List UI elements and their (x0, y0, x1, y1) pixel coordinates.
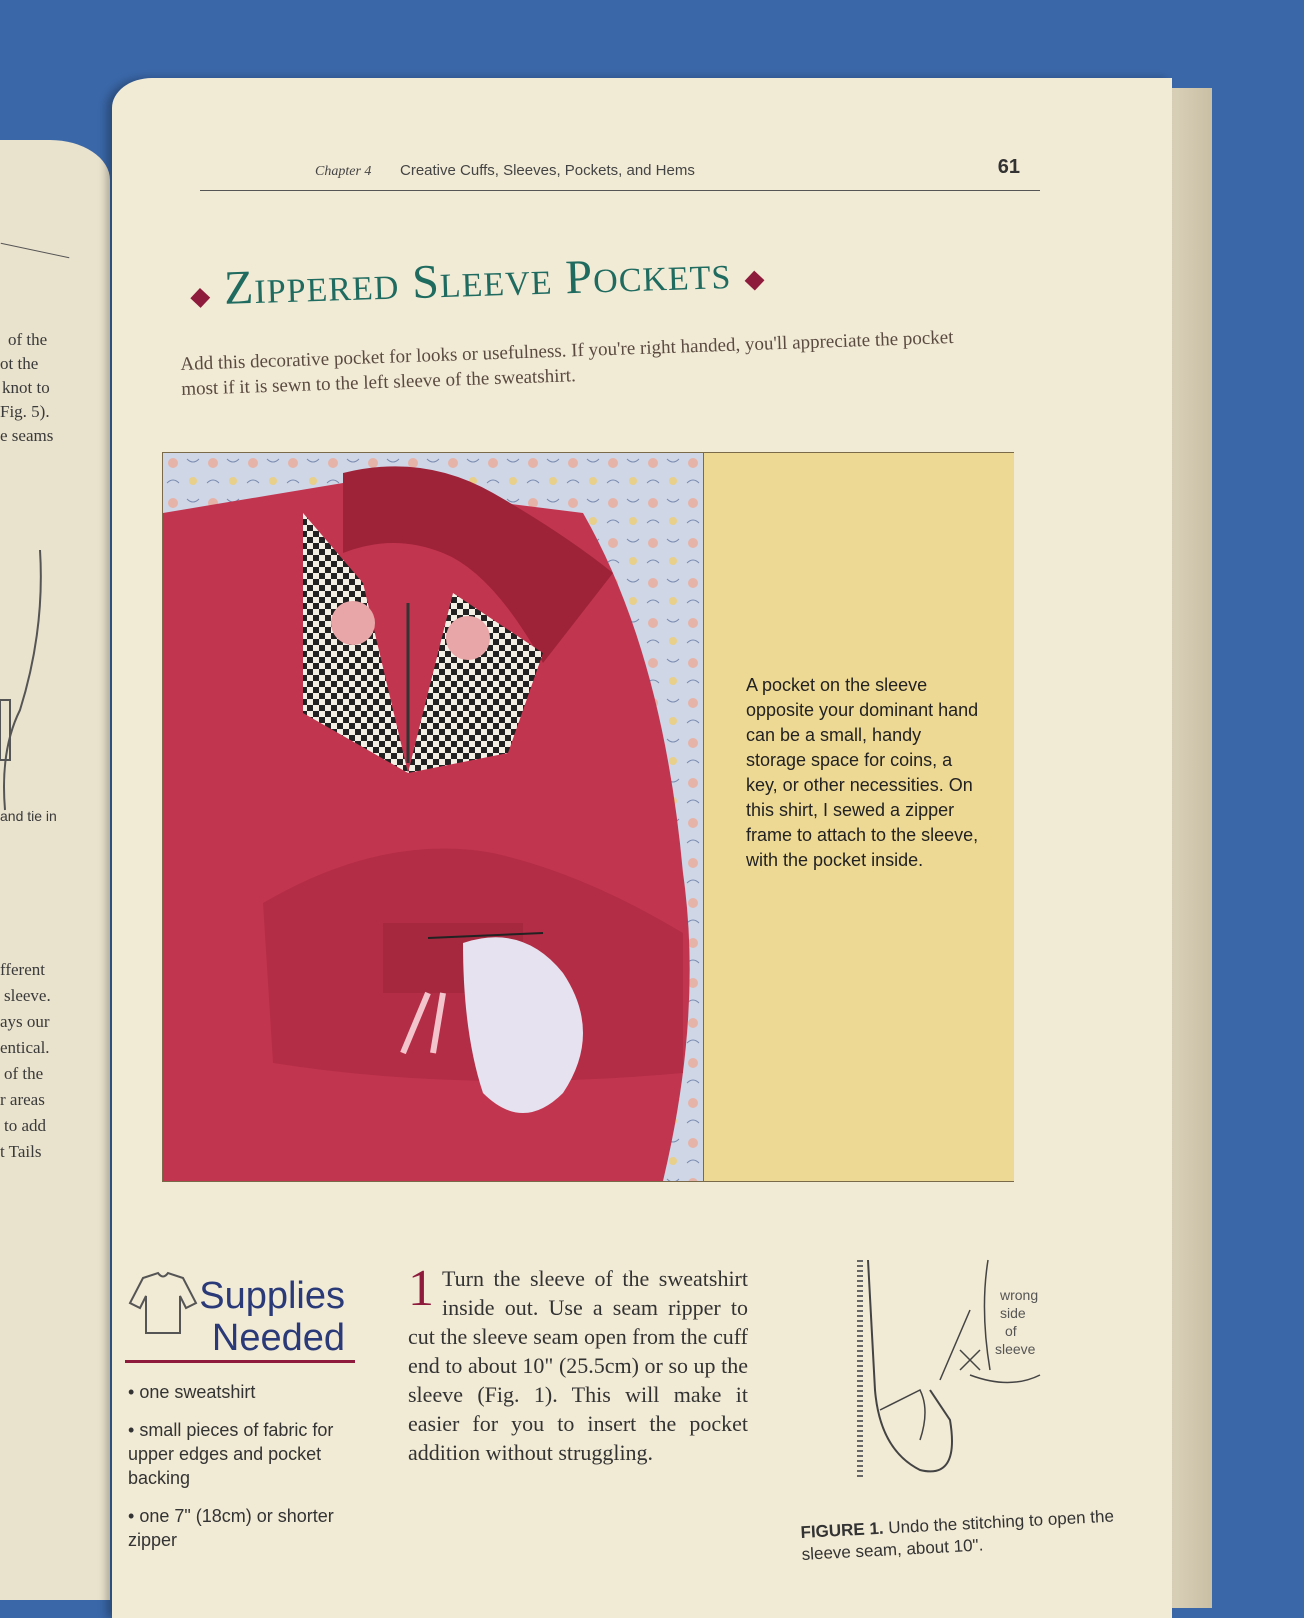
step-1 (408, 1260, 748, 1467)
left-text-fragment: entical. (0, 1038, 50, 1057)
chapter-label: Chapter 4 (315, 164, 372, 179)
sweatshirt-icon (128, 1268, 198, 1338)
left-text-fragment: of the (8, 330, 48, 349)
page-edge (1172, 88, 1212, 1608)
left-text-fragment: r areas (0, 1090, 45, 1109)
supplies-item: • one sweatshirt (128, 1382, 256, 1402)
supplies-item: • one 7" (18cm) or shorter zipper (128, 1506, 334, 1550)
chapter-title: Creative Cuffs, Sleeves, Pockets, and Hems (400, 162, 695, 179)
sweatshirt-photo (163, 453, 703, 1181)
left-text-fragment: ays our (0, 1012, 50, 1031)
page-title-text: Zippered Sleeve Pockets (223, 246, 733, 315)
diamond-ornament-icon: ◆ (743, 263, 766, 294)
figure-annotation: sleeve (995, 1341, 1036, 1357)
feature-figure (162, 452, 1014, 1182)
left-text-fragment: fferent (0, 960, 45, 979)
left-text-fragment: knot to (2, 378, 50, 397)
step-number: 1 (408, 1260, 434, 1317)
supplies-heading-line1: Supplies (199, 1275, 345, 1317)
figure-caption-label: FIGURE 1. (800, 1518, 885, 1542)
photo-caption: A pocket on the sleeve opposite your dominant hand can be a small, handy storage space for coins, a key, or other necessities. On this shirt, I sewed a zipper frame to attach to the sleeve, with the pocket inside. (746, 675, 979, 870)
figure-annotation: wrong (1000, 1287, 1039, 1303)
left-text-fragment: to add (4, 1116, 47, 1135)
left-sketch-illustration (0, 550, 50, 910)
left-text-fragment: sleeve. (4, 986, 51, 1005)
supplies-list (128, 1380, 358, 1566)
left-text-fragment: Fig. 5). (0, 402, 50, 421)
left-text-fragment: of the (4, 1064, 44, 1083)
figure-annotation: side (1000, 1305, 1026, 1321)
left-text-fragment: t Tails (0, 1142, 42, 1161)
running-header (200, 150, 1040, 191)
step-text: Turn the sleeve of the sweatshirt inside out. Use a seam ripper to cut the sleeve seam open from the cuff end to about 10" (25.5cm) or so up the sleeve (Fig. 1). This will make it easier for you to insert the pocket addition without struggling. (408, 1266, 748, 1465)
figure-1-illustration (820, 1250, 1080, 1500)
intro-paragraph: Add this decorative pocket for looks or usefulness. If you're right handed, you'll appreciate the pocket most if it is sewn to the left sleeve of the sweatshirt. (180, 327, 954, 400)
supplies-heading (195, 1275, 345, 1359)
supplies-heading-line2: Needed (211, 1317, 345, 1359)
left-text-fragment: ot the (0, 354, 39, 373)
left-text-fragment: e seams (0, 426, 54, 445)
left-page (0, 140, 110, 1600)
page-number: 61 (997, 156, 1020, 178)
left-text-fragment: and tie in (0, 808, 57, 824)
figure-caption-text: Undo the stitching to open the sleeve seam, about 10". (801, 1506, 1115, 1564)
supplies-item: • small pieces of fabric for upper edges and pocket backing (128, 1420, 334, 1488)
figure-annotation: of (1005, 1323, 1017, 1339)
left-page-rule (1, 243, 70, 259)
diamond-ornament-icon: ◆ (189, 281, 212, 311)
supplies-divider (125, 1360, 355, 1363)
caption-box (703, 453, 1014, 1181)
